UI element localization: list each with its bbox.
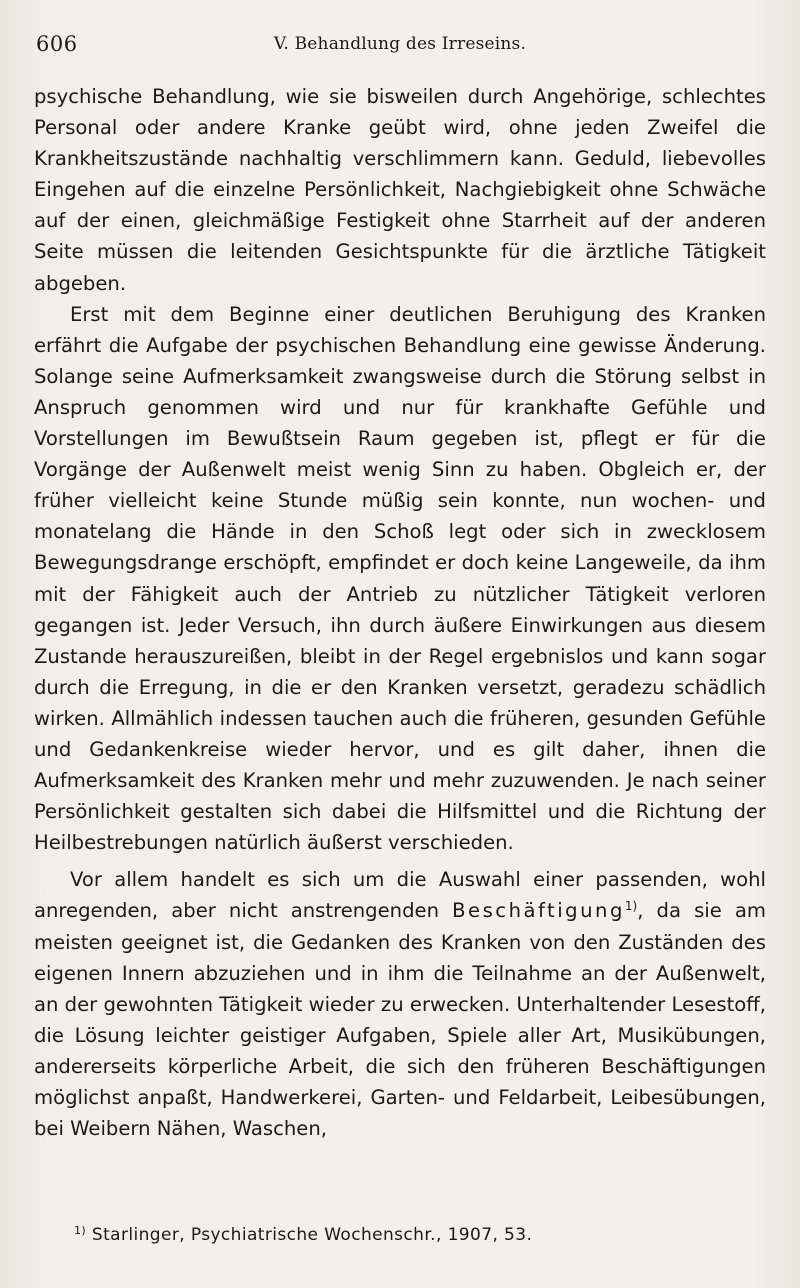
paragraph-text-after: , da sie am meisten geeignet ist, die Gedanken des Kranken von den Zuständen des eigenen Innern abzuziehen und in ihm die Teilnahme an der Außenwelt, an der gewohnten Tätigkeit wieder zu erwecken. Unterhaltender Lesestoff, die Lösung leichter geistiger Aufgaben, Spiele aller Art, Musikübungen, andererseits körperliche Arbeit, die sich den früheren Beschäftigungen möglichst anpaßt, Handwerkerei, Garten- und Feldarbeit, Leibesübungen, bei Weibern Nähen, Waschen, (34, 899, 766, 1141)
paragraph-continued: psychische Behandlung, wie sie bisweilen durch Angehörige, schlechtes Personal oder andere Kranke geübt wird, ohne jeden Zweifel die Krankheitszustände nachhaltig verschlimmern kann. Geduld, liebevolles Eingehen auf die einzelne Persönlichkeit, Nachgiebigkeit ohne Schwäche auf der einen, gleichmäßige Festigkeit ohne Starrheit auf der anderen Seite müssen die leitenden Gesichtspunkte für die ärztliche Tätigkeit abgeben. (34, 85, 766, 295)
page-header (36, 32, 764, 58)
body-text (34, 81, 766, 1144)
paragraph-text-before: Vor allem handelt es sich um die Auswahl einer passenden, wohl anregenden, aber nicht anstrengenden (34, 868, 766, 923)
paragraph-beruhigung: Erst mit dem Beginne einer deutlichen Beruhigung des Kranken erfährt die Aufgabe der psychischen Behandlung eine gewisse Änderung. Solange seine Aufmerksamkeit zwangsweise durch die Störung selbst in Anspruch genommen wird und nur für krankhafte Gefühle und Vorstellungen im Bewußtsein Raum gegeben ist, pflegt er für die Vorgänge der Außenwelt meist wenig Sinn zu haben. Obgleich er, der früher vielleicht keine Stunde müßig sein konnte, nun wochen- und monatelang die Hände in den Schoß legt oder sich in zwecklosem Bewegungsdrange erschöpft, empfindet er doch keine Langeweile, da ihm mit der Fähigkeit auch der Antrieb zu nützlicher Tätigkeit verloren gegangen ist. Jeder Versuch, ihn durch äußere Einwirkungen aus diesem Zustande herauszureißen, bleibt in der Regel ergebnislos und kann sogar durch die Erregung, in die er den Kranken versetzt, geradezu schädlich wirken. Allmählich indessen tauchen auch die früheren, gesunden Gefühle und Gedankenkreise wieder hervor, und es gilt daher, ihnen die Aufmerksamkeit des Kranken mehr und mehr zuzuwenden. Je nach seiner Persönlichkeit gestalten sich dabei die Hilfsmittel und die Richtung der Heilbestrebungen natürlich äußerst verschieden. (34, 302, 766, 855)
footnote-reference: 1) (624, 899, 638, 914)
emphasized-term: Beschäftigung (452, 899, 625, 923)
footnote (74, 1225, 532, 1245)
footnote-text: Starlinger, Psychiatrische Wochenschr., 1907, 53. (91, 1225, 533, 1245)
page-number: 606 (36, 32, 78, 56)
footnote-marker: 1) (74, 1224, 87, 1237)
running-head: V. Behandlung des Irreseins. (273, 34, 527, 54)
paragraph-beschaeftigung (34, 864, 766, 1144)
